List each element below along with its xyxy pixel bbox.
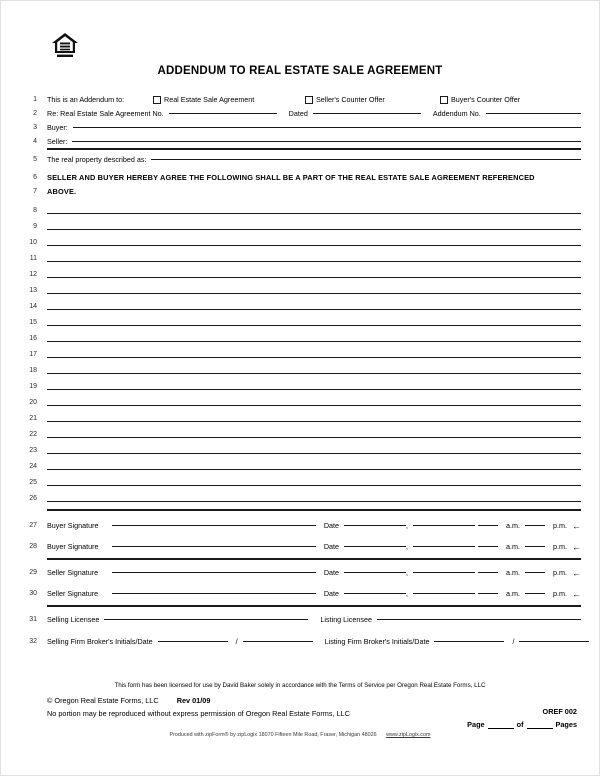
row-seller-signature-1-body [47, 566, 581, 580]
line-number: 2 [33, 110, 37, 117]
of-label: of [516, 720, 524, 729]
section-divider [47, 148, 581, 150]
date-label: Date [323, 568, 340, 577]
left-arrow-icon: ← [572, 588, 581, 599]
footer-copyright: © Oregon Real Estate Forms, LLC [47, 696, 159, 705]
buyer-input[interactable] [73, 127, 581, 128]
line-number: 3 [33, 124, 37, 131]
checkbox-label: Seller's Counter Offer [316, 95, 385, 104]
row-buyer [1, 121, 599, 135]
footer-revision: Rev 01/09 [176, 696, 211, 705]
time-input[interactable] [413, 572, 475, 573]
row-agreement-number-body [47, 107, 581, 121]
checkbox-icon[interactable] [305, 96, 313, 104]
footer-no-portion: No portion may be reproduced without express permission of Oregon Real Estate Forms, LLC [47, 709, 350, 718]
buyer-label: Buyer: [47, 123, 68, 132]
dated-label: Dated [288, 109, 308, 118]
row-licensees [1, 613, 599, 627]
row-seller-body [47, 135, 581, 149]
agreement-no-label: Re: Real Estate Sale Agreement No. [47, 109, 164, 118]
blank-input-11[interactable] [47, 261, 581, 262]
pm-label: p.m. [553, 589, 567, 598]
blank-input-10[interactable] [47, 245, 581, 246]
blank-input-19[interactable] [47, 389, 581, 390]
date-input[interactable] [344, 572, 406, 573]
seller-signature-label: Seller Signature [47, 589, 99, 598]
checkbox-label: Real Estate Sale Agreement [164, 95, 255, 104]
line-number: 10 [29, 239, 37, 246]
seller-signature-input[interactable] [112, 572, 316, 573]
line-number: 7 [33, 188, 37, 195]
buyer-signature-label: Buyer Signature [47, 542, 99, 551]
footer-form-code: OREF 002 [542, 707, 577, 716]
producer-text: Produced with zipForm® by zipLogix 18070 Fifteen Mile Road, Fraser, Michigan 48026 [169, 732, 377, 738]
ziplogix-link[interactable]: www.zipLogix.com [386, 732, 431, 738]
row-blank-11 [1, 252, 599, 266]
seller-label: Seller: [47, 137, 68, 146]
selling-firm-initials-label: Selling Firm Broker's Initials/Date [47, 637, 153, 646]
listing-licensee-label: Listing Licensee [320, 615, 372, 624]
line-number: 26 [29, 495, 37, 502]
blank-input-17[interactable] [47, 357, 581, 358]
time-input[interactable] [413, 546, 475, 547]
blank-input-16[interactable] [47, 341, 581, 342]
date-input[interactable] [344, 546, 406, 547]
am-label: a.m. [506, 542, 521, 551]
agreement-statement-line-1: SELLER AND BUYER HEREBY AGREE THE FOLLOWING SHALL BE A PART OF THE REAL ESTATE SALE AGREEMENT REFERENCED [47, 173, 535, 182]
checkbox-buyers-counter-offer[interactable] [440, 93, 520, 107]
row-blank-22 [1, 428, 599, 442]
real-property-input[interactable] [151, 159, 581, 160]
date-comma: , [406, 589, 409, 598]
row-blank-18 [1, 364, 599, 378]
blank-input-22[interactable] [47, 437, 581, 438]
selling-firm-initials-input[interactable] [158, 641, 228, 642]
buyer-signature-input[interactable] [112, 525, 316, 526]
date-input[interactable] [344, 593, 406, 594]
row-seller-signature-1 [1, 566, 599, 580]
pm-checkbox-input[interactable] [525, 593, 545, 594]
row-real-property-body [47, 153, 581, 167]
time-input[interactable] [413, 525, 475, 526]
listing-firm-date-input[interactable] [519, 641, 589, 642]
equal-housing-opportunity-icon [50, 31, 80, 59]
row-broker-initials [1, 635, 599, 649]
blank-input-15[interactable] [47, 325, 581, 326]
agreement-no-input[interactable] [169, 113, 277, 114]
row-agreement-statement-2 [1, 185, 599, 199]
seller-signature-label: Seller Signature [47, 568, 99, 577]
checkbox-icon[interactable] [153, 96, 161, 104]
agreement-statement-line-2: ABOVE. [47, 187, 77, 196]
pm-label: p.m. [553, 568, 567, 577]
buyer-seller-divider [47, 558, 581, 560]
left-arrow-icon: ← [572, 567, 581, 578]
line-number: 18 [29, 367, 37, 374]
listing-firm-initials-label: Listing Firm Broker's Initials/Date [324, 637, 430, 646]
blank-input-21[interactable] [47, 421, 581, 422]
am-label: a.m. [506, 568, 521, 577]
row-blank-12 [1, 268, 599, 282]
left-arrow-icon: ← [572, 520, 581, 531]
line-number: 24 [29, 463, 37, 470]
row-buyer-body [47, 121, 581, 135]
line-number: 28 [29, 543, 37, 550]
row-buyer-signature-2-body [47, 540, 581, 554]
row-seller-signature-2 [1, 587, 599, 601]
row-blank-14 [1, 300, 599, 314]
page-number-input[interactable] [488, 720, 514, 729]
line-number: 17 [29, 351, 37, 358]
am-checkbox-input[interactable] [478, 572, 498, 573]
date-label: Date [323, 521, 340, 530]
row-addendum-to [1, 93, 599, 107]
seller-input[interactable] [72, 141, 581, 142]
seller-signature-input[interactable] [112, 593, 316, 594]
row-blank-20 [1, 396, 599, 410]
am-label: a.m. [506, 589, 521, 598]
pages-label: Pages [555, 720, 577, 729]
real-property-label: The real property described as: [47, 155, 147, 164]
row-seller [1, 135, 599, 149]
blank-input-18[interactable] [47, 373, 581, 374]
line-number: 31 [29, 616, 37, 623]
checkbox-label: Buyer's Counter Offer [451, 95, 521, 104]
line-number: 21 [29, 415, 37, 422]
buyer-signature-input[interactable] [112, 546, 316, 547]
row-buyer-signature-1-body [47, 519, 581, 533]
signature-section-divider [47, 509, 581, 511]
line-number: 6 [33, 174, 37, 181]
blank-input-20[interactable] [47, 405, 581, 406]
row-blank-26 [1, 492, 599, 506]
date-comma: , [406, 568, 409, 577]
line-number: 20 [29, 399, 37, 406]
selling-licensee-input[interactable] [104, 619, 308, 620]
pm-label: p.m. [553, 542, 567, 551]
dated-input[interactable] [313, 113, 421, 114]
row-blank-19 [1, 380, 599, 394]
line-number: 9 [33, 223, 37, 230]
selling-licensee-label: Selling Licensee [47, 615, 100, 624]
selling-slash: / [235, 637, 238, 646]
checkbox-real-estate-sale-agreement[interactable] [153, 93, 305, 107]
line-number: 12 [29, 271, 37, 278]
footer-page-counter [1, 720, 577, 729]
blank-input-14[interactable] [47, 309, 581, 310]
selling-firm-date-input[interactable] [243, 641, 313, 642]
page-label: Page [467, 720, 485, 729]
line-number: 30 [29, 590, 37, 597]
line-number: 19 [29, 383, 37, 390]
buyer-signature-label: Buyer Signature [47, 521, 99, 530]
row-blank-24 [1, 460, 599, 474]
date-label: Date [323, 542, 340, 551]
row-real-property [1, 153, 599, 167]
line-number: 16 [29, 335, 37, 342]
addendum-no-label: Addendum No. [432, 109, 481, 118]
line-number: 29 [29, 569, 37, 576]
line-number: 32 [29, 638, 37, 645]
line-number: 27 [29, 522, 37, 529]
blank-input-24[interactable] [47, 469, 581, 470]
page-title: ADDENDUM TO REAL ESTATE SALE AGREEMENT [157, 65, 443, 77]
row-blank-10 [1, 236, 599, 250]
date-input[interactable] [344, 525, 406, 526]
left-arrow-icon: ← [572, 541, 581, 552]
row-blank-15 [1, 316, 599, 330]
blank-input-8[interactable] [47, 213, 581, 214]
line-number: 5 [33, 156, 37, 163]
line-number: 8 [33, 207, 37, 214]
am-label: a.m. [506, 521, 521, 530]
row-blank-25 [1, 476, 599, 490]
checkbox-sellers-counter-offer[interactable] [305, 93, 440, 107]
blank-input-12[interactable] [47, 277, 581, 278]
line-number: 22 [29, 431, 37, 438]
row-blank-21 [1, 412, 599, 426]
row-agreement-statement-1 [1, 171, 599, 185]
row-broker-initials-body [47, 635, 581, 649]
row-seller-signature-2-body [47, 587, 581, 601]
blank-input-25[interactable] [47, 485, 581, 486]
line-number: 23 [29, 447, 37, 454]
pm-label: p.m. [553, 521, 567, 530]
date-comma: , [406, 521, 409, 530]
line-number: 13 [29, 287, 37, 294]
listing-slash: / [512, 637, 515, 646]
total-pages-input[interactable] [527, 720, 553, 729]
row-blank-16 [1, 332, 599, 346]
listing-licensee-input[interactable] [377, 619, 581, 620]
blank-input-13[interactable] [47, 293, 581, 294]
pm-checkbox-input[interactable] [525, 525, 545, 526]
checkbox-icon[interactable] [440, 96, 448, 104]
line-number: 14 [29, 303, 37, 310]
am-checkbox-input[interactable] [478, 593, 498, 594]
footer-license-notice: This form has been licensed for use by David Baker solely in accordance with the Terms of Service per Oregon Real Estate Forms, LLC [114, 682, 486, 689]
row-buyer-signature-2 [1, 540, 599, 554]
licensee-section-divider [47, 605, 581, 607]
row-blank-17 [1, 348, 599, 362]
line-number: 15 [29, 319, 37, 326]
addendum-to-label: This is an Addendum to: [47, 95, 125, 104]
row-agreement-number [1, 107, 599, 121]
date-label: Date [323, 589, 340, 598]
pm-checkbox-input[interactable] [525, 572, 545, 573]
row-blank-8 [1, 204, 599, 218]
row-blank-9 [1, 220, 599, 234]
footer-copyright-row [47, 696, 599, 705]
am-checkbox-input[interactable] [478, 525, 498, 526]
blank-input-23[interactable] [47, 453, 581, 454]
addendum-no-input[interactable] [486, 113, 581, 114]
line-number: 25 [29, 479, 37, 486]
pm-checkbox-input[interactable] [525, 546, 545, 547]
row-addendum-to-body [47, 93, 581, 107]
row-licensees-body [47, 613, 581, 627]
blank-input-26[interactable] [47, 501, 581, 502]
listing-firm-initials-input[interactable] [434, 641, 504, 642]
am-checkbox-input[interactable] [478, 546, 498, 547]
row-blank-13 [1, 284, 599, 298]
footer-producer-line [1, 732, 599, 738]
date-comma: , [406, 542, 409, 551]
blank-input-9[interactable] [47, 229, 581, 230]
row-buyer-signature-1 [1, 519, 599, 533]
line-number: 1 [33, 96, 37, 103]
time-input[interactable] [413, 593, 475, 594]
line-number: 4 [33, 138, 37, 145]
row-blank-23 [1, 444, 599, 458]
line-number: 11 [29, 255, 37, 262]
